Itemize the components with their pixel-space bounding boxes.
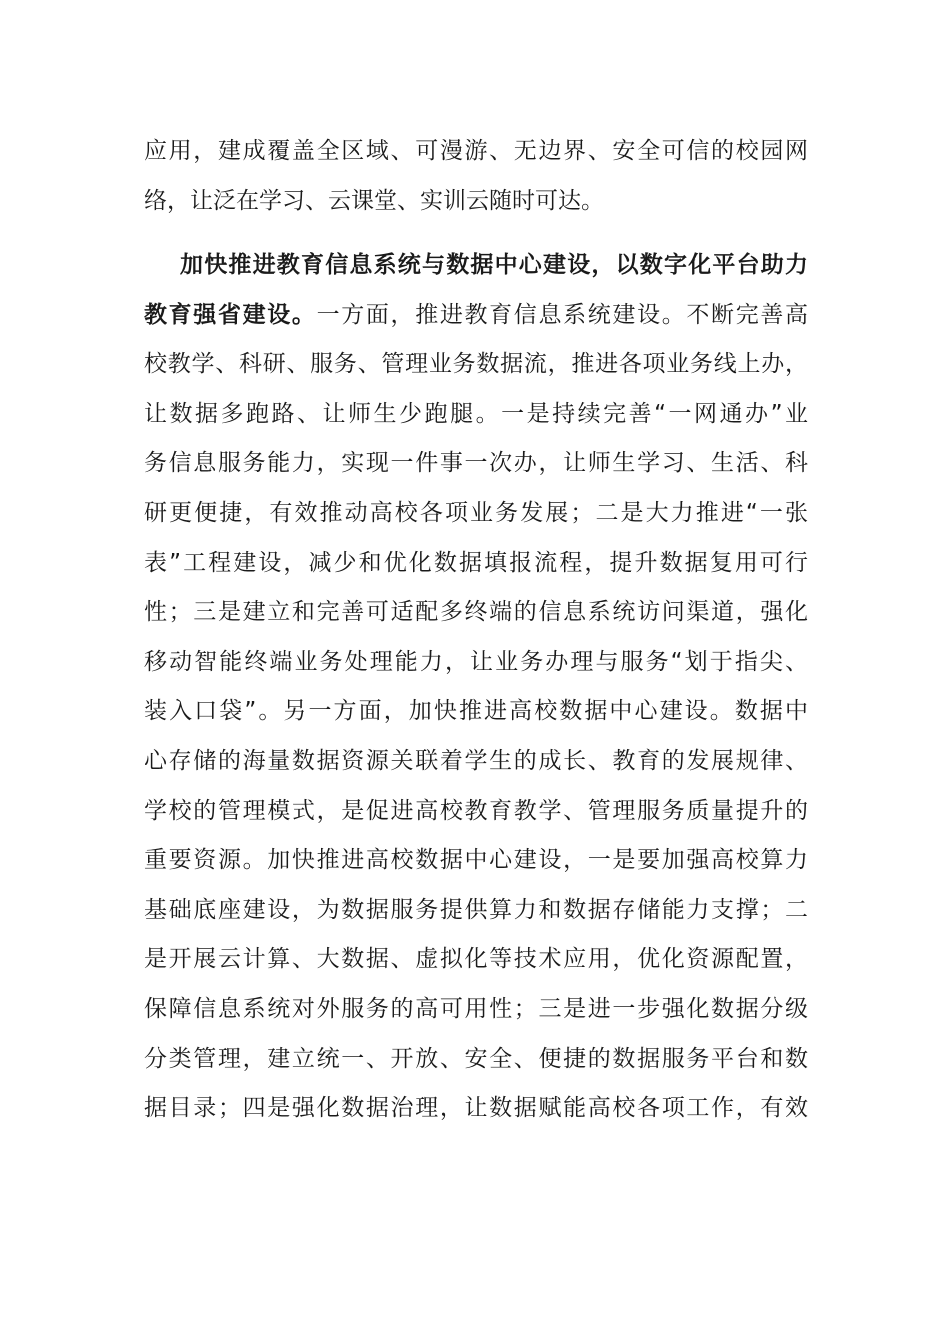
bold-lead-text: 教育强省建设。 — [144, 301, 317, 328]
paragraph-line: 装入口袋”。另一方面，加快推进高校数据中心建设。数据中 — [144, 698, 808, 725]
paragraph-line: 学校的管理模式，是促进高校教育教学、管理服务质量提升的 — [144, 797, 808, 824]
paragraph-line-mixed — [144, 291, 808, 341]
paragraph-line: 表”工程建设，减少和优化数据填报流程，提升数据复用可行 — [144, 549, 808, 576]
paragraph-line: 络，让泛在学习、云课堂、实训云随时可达。 — [144, 187, 604, 214]
paragraph-line: 应用，建成覆盖全区域、可漫游、无边界、安全可信的校园网 — [144, 138, 808, 164]
paragraph-line: 据目录；四是强化数据治理，让数据赋能高校各项工作，有效 — [144, 1095, 808, 1122]
paragraph-line: 保障信息系统对外服务的高可用性；三是进一步强化数据分级 — [144, 995, 808, 1022]
paragraph-line: 分类管理，建立统一、开放、安全、便捷的数据服务平台和数 — [144, 1045, 808, 1072]
paragraph-line: 校教学、科研、服务、管理业务数据流，推进各项业务线上办， — [144, 351, 808, 378]
paragraph-text: 一方面，推进教育信息系统建设。不断完善高 — [316, 301, 809, 328]
paragraph-line: 心存储的海量数据资源关联着学生的成长、教育的发展规律、 — [144, 747, 808, 774]
paragraph-line: 重要资源。加快推进高校数据中心建设，一是要加强高校算力 — [144, 847, 808, 874]
paragraph-line: 基础底座建设，为数据服务提供算力和数据存储能力支撑；二 — [144, 896, 808, 923]
paragraph-line: 是开展云计算、大数据、虚拟化等技术应用，优化资源配置， — [144, 946, 808, 973]
paragraph-1 — [144, 127, 808, 226]
paragraph-2 — [144, 241, 808, 1134]
paragraph-line: 研更便捷，有效推动高校各项业务发展；二是大力推进“一张 — [144, 499, 808, 526]
paragraph-line: 移动智能终端业务处理能力，让业务办理与服务“划于指尖、 — [144, 648, 808, 675]
paragraph-line: 性；三是建立和完善可适配多终端的信息系统访问渠道，强化 — [144, 599, 808, 626]
bold-lead-line: 加快推进教育信息系统与数据中心建设，以数字化平台助力 — [180, 252, 808, 278]
paragraph-line: 务信息服务能力，实现一件事一次办，让师生学习、生活、科 — [144, 450, 808, 477]
paragraph-line: 让数据多跑路、让师生少跑腿。一是持续完善“一网通办”业 — [144, 400, 808, 427]
